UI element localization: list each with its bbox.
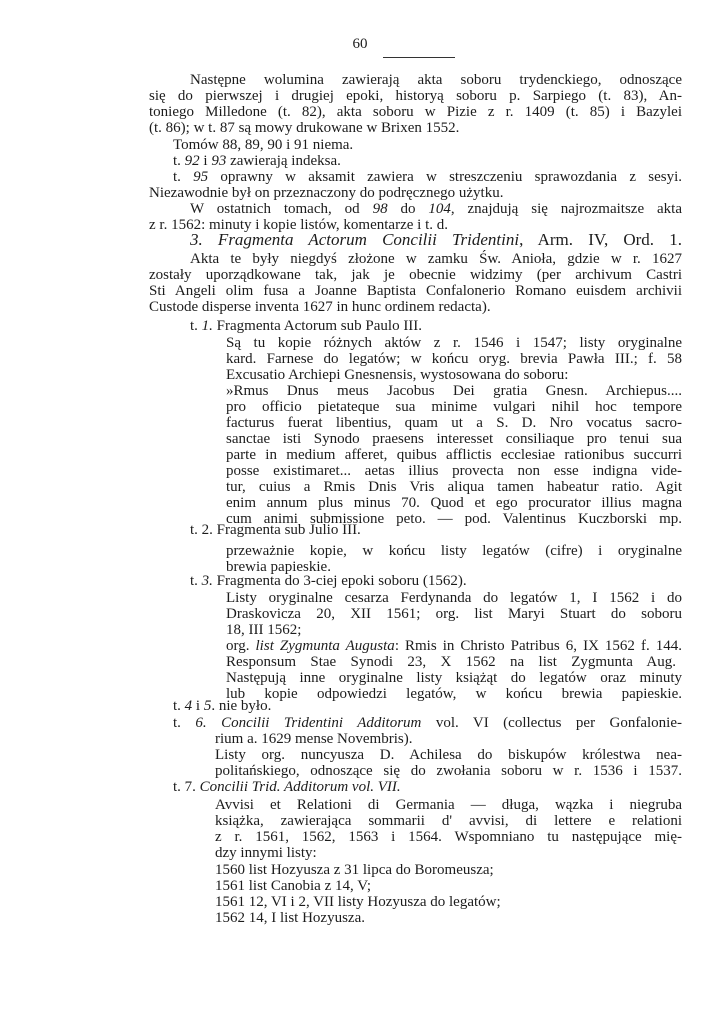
- text-segment: Tomów 88, 89, 90 i 91 niema.: [173, 137, 354, 153]
- text-line: [173, 169, 682, 185]
- text-segment: 1560 list Hozyusza z 31 lipca do Boromeusza;: [215, 862, 494, 878]
- italic-text: 1.: [201, 318, 213, 334]
- text-segment: sanctae isti Synodo praesens interesset consiliaque pro tenui sua: [226, 431, 682, 447]
- text-line: [215, 731, 515, 747]
- text-segment: enim annum plus minus 70. Quod et ego procurator illius magna: [226, 495, 682, 511]
- text-segment: facturus fuerat libentius, quam ut a S. D. Nro vocatus sacro-: [226, 415, 682, 431]
- text-segment: rium a. 1629 mense Novembris).: [215, 731, 413, 747]
- text-segment: t.: [173, 715, 196, 731]
- text-segment: zostały uporządkowane tak, jak je obecnie widzimy (per archivum Castri: [149, 267, 682, 283]
- text-line: [190, 318, 490, 334]
- text-line: [190, 522, 440, 538]
- text-line: [226, 543, 682, 559]
- italic-text: 5: [203, 698, 212, 714]
- text-segment: W ostatnich tomach, od: [190, 201, 373, 217]
- text-segment: toniego Milledone (t. 82), akta soboru w Pizie z r. 1409 (t. 85) i Bazylei: [149, 104, 682, 120]
- italic-text: 3. Fragmenta Actorum Concilii Tridentini: [190, 230, 520, 249]
- text-segment: cum animi submissione peto. — pod. Valentinus Kuczborski mp.: [226, 511, 682, 527]
- text-line: [215, 797, 682, 813]
- italic-text: 104: [428, 201, 451, 217]
- text-line: [173, 779, 473, 795]
- text-line: [149, 120, 499, 136]
- text-line: [173, 715, 682, 731]
- text-segment: Sti Angeli olim fusa a Joanne Baptista Confalonerio Romano euisdem archivii: [149, 283, 682, 299]
- text-line: [226, 351, 682, 367]
- text-line: [226, 335, 682, 351]
- text-segment: »Rmus Dnus meus Jacobus Dei gratia Gnesn. Archiepus....: [226, 383, 682, 399]
- text-line: [226, 654, 676, 670]
- text-segment: lub kopie odpowiedzi legatów, w końcu brewia papieskie.: [226, 686, 682, 702]
- text-line: [226, 415, 682, 431]
- text-segment: Draskovicza 20, XII 1561; org. list Maryi Stuart do soboru: [226, 606, 682, 622]
- section-heading: [190, 232, 682, 248]
- text-segment: 1562 14, I list Hozyusza.: [215, 910, 365, 926]
- text-line: [215, 862, 565, 878]
- text-line: [190, 72, 682, 88]
- text-line: [215, 813, 682, 829]
- text-segment: Są tu kopie różnych aktów z r. 1546 i 1547; listy oryginalne: [226, 335, 682, 351]
- text-line: [149, 267, 682, 283]
- text-segment: Responsum Stae Synodi 23, X 1562 na list Zygmunta Aug.: [226, 654, 676, 670]
- text-segment: 1561 list Canobia z 14, V;: [215, 878, 372, 894]
- text-segment: Akta te były niegdyś złożone w zamku Św. Anioła, gdzie w r. 1627: [190, 251, 682, 267]
- text-segment: do: [387, 201, 429, 217]
- text-segment: Custode disperse inventa 1627 in hunc ordinem redacta).: [149, 299, 491, 315]
- text-segment: politańskiego, odnoszące się do zwołania soboru w r. 1536 i 1537.: [215, 763, 682, 779]
- text-segment: Fragmenta do 3-ciej epoki soboru (1562).: [212, 573, 467, 589]
- text-segment: t. 7.: [173, 779, 200, 795]
- text-segment: z r. 1561, 1562, 1563 i 1564. Wspomniano tu następujące mię-: [215, 829, 682, 845]
- text-line: [226, 590, 682, 606]
- text-segment: : Rmis in Christo Patribus 6, IX 1562 f. 144.: [394, 638, 682, 654]
- text-segment: org.: [226, 638, 256, 654]
- italic-text: 98: [372, 201, 388, 217]
- text-segment: tur, cuius a Rmis Dnis Vris aliqua tamen habeatur ratio. Agit: [226, 479, 682, 495]
- text-line: [190, 201, 682, 217]
- text-line: [215, 763, 682, 779]
- text-line: [226, 447, 682, 463]
- italic-text: 95: [193, 169, 209, 185]
- text-line: [226, 399, 682, 415]
- italic-text: 4: [184, 698, 193, 714]
- text-segment: Avvisi et Relationi di Germania — długa, wązka i niegruba: [215, 797, 682, 813]
- text-segment: się do pierwszej i drugiej epoki, historyą soboru p. Sarpiego (t. 83), An-: [149, 88, 682, 104]
- text-line: [215, 910, 465, 926]
- text-segment: Fragmenta Actorum sub Paulo III.: [212, 318, 423, 334]
- text-line: [149, 299, 549, 315]
- italic-text: Concilii Trid. Additorum vol. VII.: [199, 779, 401, 795]
- text-segment: . nie było.: [211, 698, 272, 714]
- text-segment: t.: [190, 318, 202, 334]
- text-segment: Następne wolumina zawierają akta soboru trydenckiego, odnoszące: [190, 72, 682, 88]
- text-segment: Excusatio Archiepi Gnesnensis, wystosowana do soboru:: [226, 367, 569, 383]
- italic-text: 6. Concilii Tridentini Additorum: [195, 715, 422, 731]
- text-segment: z r. 1562: minuty i kopie listów, komentarze i t. d.: [149, 217, 448, 233]
- text-segment: (t. 86); w t. 87 są mowy drukowane w Brixen 1552.: [149, 120, 460, 136]
- text-segment: 1561 12, VI i 2, VII listy Hozyusza do legatów;: [215, 894, 501, 910]
- text-segment: t. 2. Fragmenta sub Julio III.: [190, 522, 361, 538]
- text-line: [226, 383, 682, 399]
- text-line: [149, 104, 682, 120]
- italic-text: list Zygmunta Augusta: [255, 638, 395, 654]
- text-line: [226, 367, 646, 383]
- text-line: [226, 495, 682, 511]
- text-segment: i: [199, 153, 212, 169]
- text-line: [190, 573, 540, 589]
- text-segment: t.: [190, 573, 202, 589]
- text-segment: vol. VI (collectus per Gonfalonie-: [421, 715, 682, 731]
- text-line: [226, 670, 682, 686]
- text-segment: książka, zawierająca sommarii d' avvisi, di lettere e relationi: [215, 813, 682, 829]
- text-segment: kard. Farnese do legatów; w końcu oryg. brevia Pawła III.; f. 58: [226, 351, 682, 367]
- text-segment: t.: [173, 698, 185, 714]
- text-line: [173, 153, 393, 169]
- text-segment: Listy oryginalne cesarza Ferdynanda do legatów 1, I 1562 i do: [226, 590, 682, 606]
- text-line: [215, 894, 575, 910]
- text-segment: t.: [173, 169, 194, 185]
- text-segment: , znajdują się najrozmaitsze akta: [450, 201, 682, 217]
- text-segment: Niezawodnie był on przeznaczony do podręcznego użytku.: [149, 185, 504, 201]
- text-segment: Listy org. nuncyusza D. Achilesa do biskupów królestwa nea-: [215, 747, 682, 763]
- text-segment: brewia papieskie.: [226, 559, 331, 575]
- text-segment: Następują inne oryginalne listy książąt do legatów oraz minuty: [226, 670, 682, 686]
- text-segment: , Arm. IV, Ord. 1.: [519, 230, 682, 249]
- italic-text: 92: [184, 153, 200, 169]
- text-line: [226, 622, 326, 638]
- text-line: [226, 463, 682, 479]
- text-segment: t.: [173, 153, 185, 169]
- text-segment: dzy innymi listy:: [215, 845, 317, 861]
- text-line: [215, 878, 465, 894]
- page-number: 60: [352, 36, 368, 52]
- text-segment: zawierają indeksa.: [226, 153, 341, 169]
- text-segment: 18, III 1562;: [226, 622, 302, 638]
- text-line: [173, 698, 373, 714]
- text-segment: i: [192, 698, 204, 714]
- text-line: [215, 845, 365, 861]
- text-line: [226, 479, 682, 495]
- text-line: [149, 185, 569, 201]
- text-line: [215, 747, 682, 763]
- text-line: [226, 431, 682, 447]
- text-line: [190, 251, 682, 267]
- text-segment: pro officio pietateque sua minime vulgari nihil hoc tempore: [226, 399, 682, 415]
- text-line: [226, 638, 682, 654]
- text-segment: przeważnie kopie, w końcu listy legatów (cifre) i oryginalne: [226, 543, 682, 559]
- text-segment: parte in medium afferet, quibus afflictis ecclesiae rationibus succurri: [226, 447, 682, 463]
- text-segment: posse existimaret... aetas illius provecta non esse indigna vide-: [226, 463, 682, 479]
- text-segment: oprawny w aksamit zawiera w streszczeniu sprawozdania z sesyi.: [208, 169, 682, 185]
- text-line: [226, 606, 682, 622]
- italic-text: 93: [211, 153, 227, 169]
- text-line: [173, 137, 393, 153]
- text-line: [149, 283, 682, 299]
- page-number-rule: [383, 57, 455, 58]
- text-line: [215, 829, 682, 845]
- italic-text: 3.: [201, 573, 213, 589]
- text-line: [149, 88, 682, 104]
